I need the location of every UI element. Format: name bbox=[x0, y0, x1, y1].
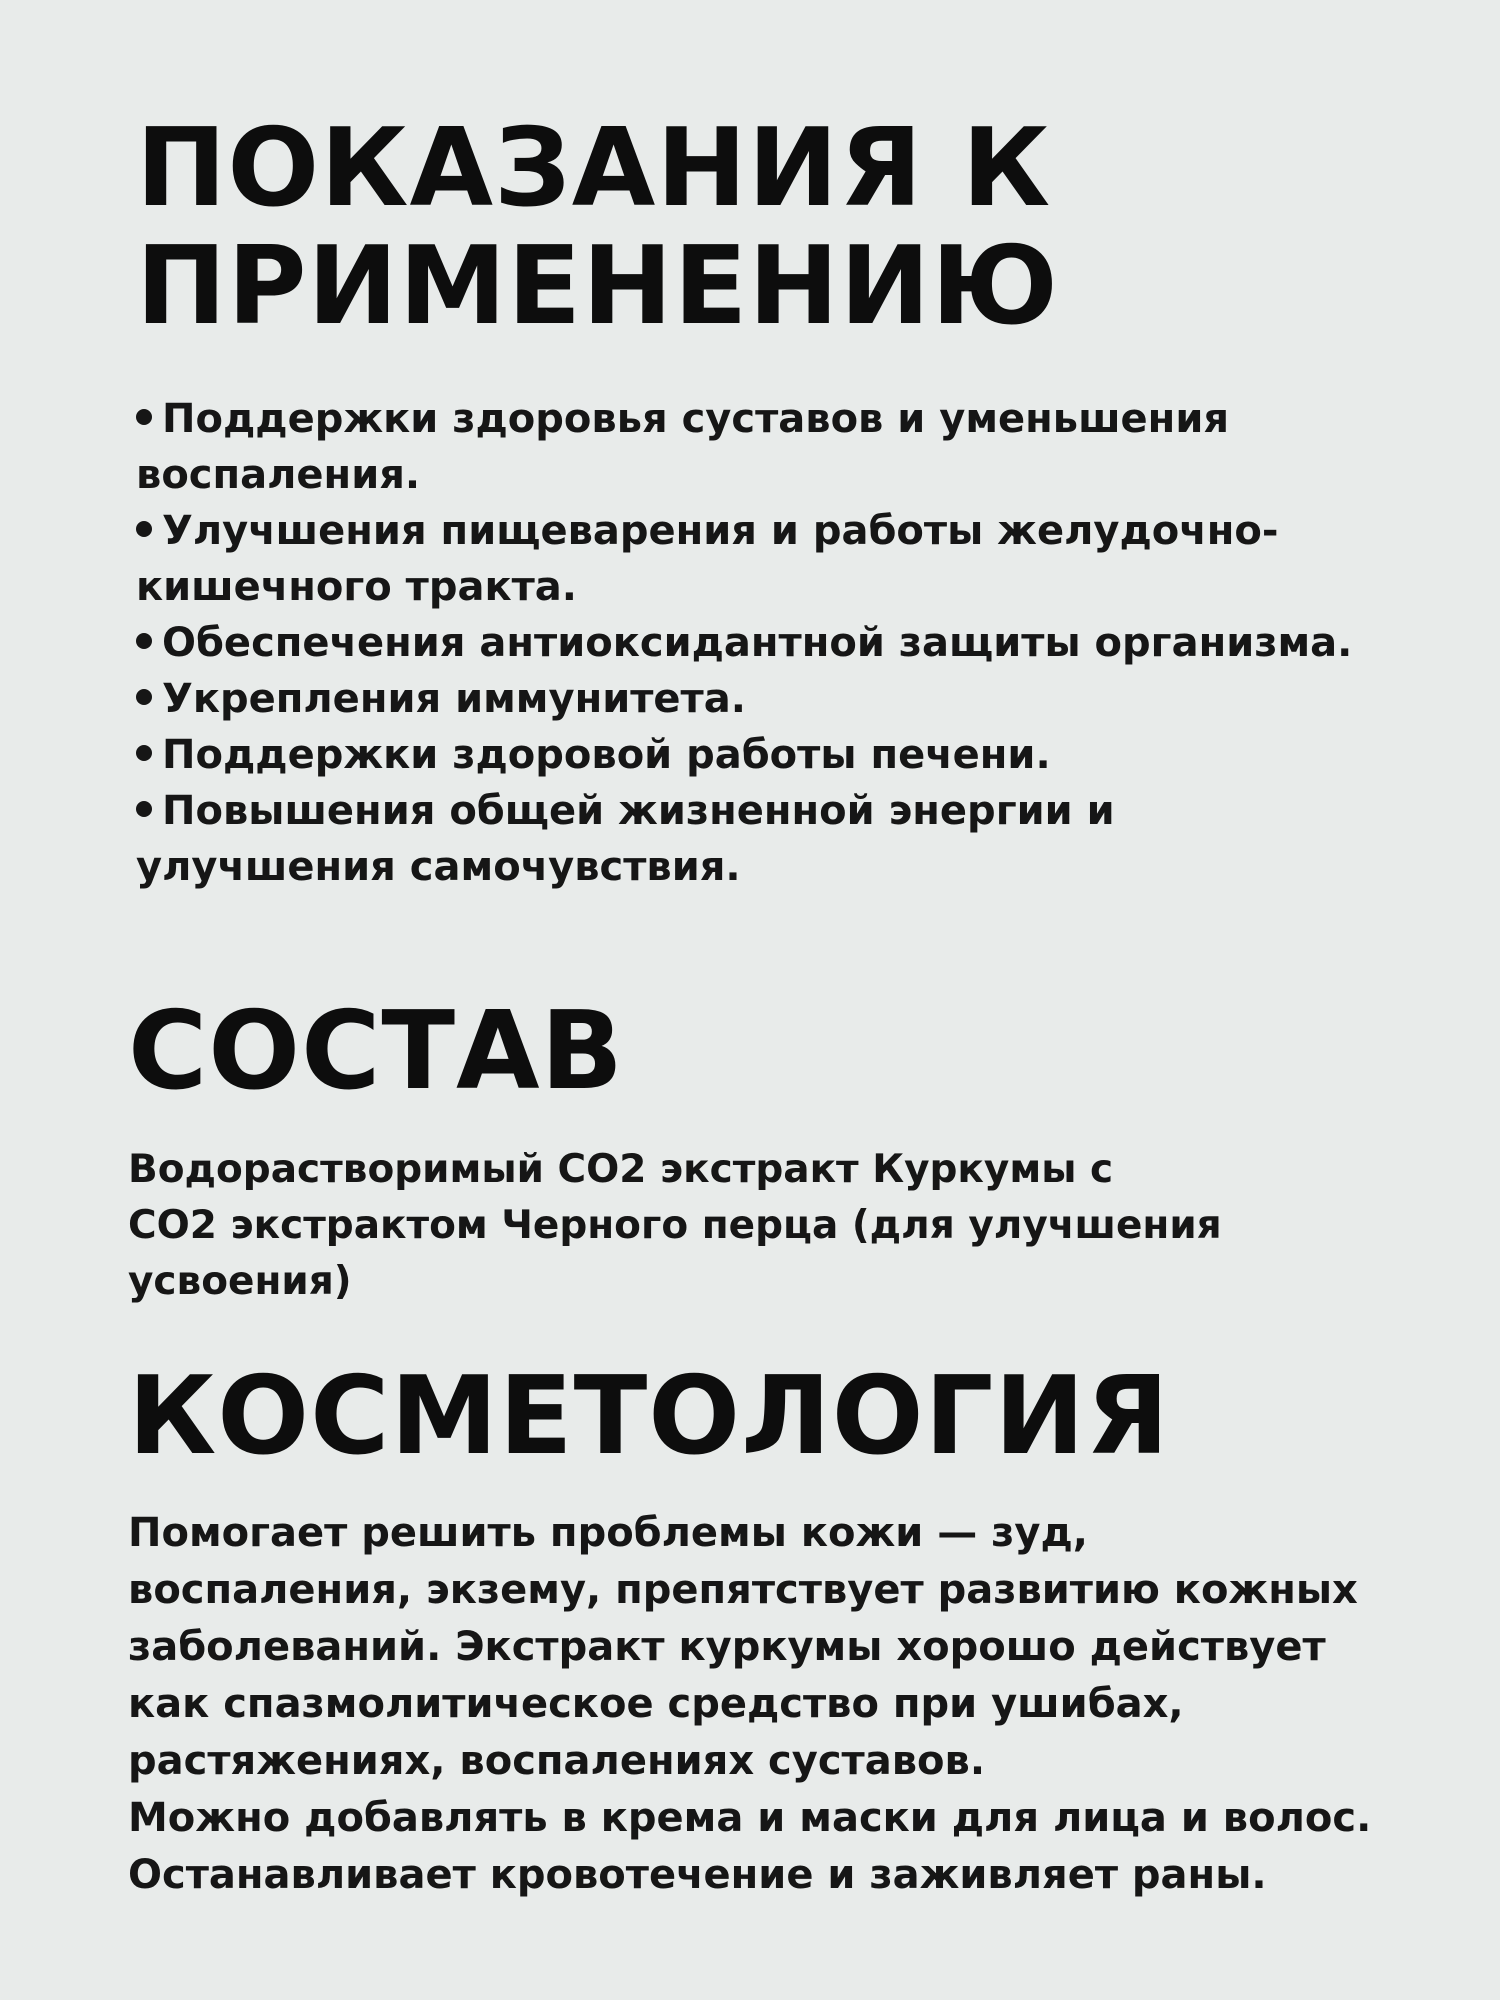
composition-line: Водорастворимый СО2 экстракт Куркумы с bbox=[128, 1147, 1114, 1192]
indications-title-line: ПОКАЗАНИЯ К bbox=[136, 106, 1052, 231]
composition-line: СО2 экстрактом Черного перца (для улучшения bbox=[128, 1203, 1222, 1248]
list-item bbox=[136, 671, 1376, 727]
bullet-icon bbox=[136, 689, 152, 705]
list-item bbox=[136, 391, 1376, 503]
list-item-text: Поддержки здоровья суставов и уменьшения воспаления. bbox=[136, 396, 1230, 498]
cosmetology-line: заболеваний. Экстракт куркумы хорошо действует bbox=[128, 1624, 1326, 1670]
list-item bbox=[136, 783, 1376, 895]
cosmetology-line: Помогает решить проблемы кожи — зуд, bbox=[128, 1510, 1088, 1556]
bullet-icon bbox=[136, 521, 152, 537]
list-item-text: Улучшения пищеварения и работы желудочно-кишечного тракта. bbox=[136, 508, 1279, 610]
bullet-icon bbox=[136, 745, 152, 761]
list-item bbox=[136, 503, 1376, 615]
bullet-icon bbox=[136, 409, 152, 425]
composition-title: СОСТАВ bbox=[128, 989, 624, 1114]
cosmetology-line: воспаления, экзему, препятствует развитию кожных bbox=[128, 1567, 1358, 1613]
cosmetology-line: растяжениях, воспалениях суставов. bbox=[128, 1738, 986, 1784]
cosmetology-text bbox=[128, 1505, 1371, 1904]
list-item-text: Укрепления иммунитета. bbox=[162, 676, 746, 722]
list-item-text: Поддержки здоровой работы печени. bbox=[162, 732, 1051, 778]
indications-title-line: ПРИМЕНЕНИЮ bbox=[136, 224, 1059, 349]
bullet-icon bbox=[136, 801, 152, 817]
list-item bbox=[136, 727, 1376, 783]
composition-text bbox=[128, 1142, 1222, 1310]
cosmetology-line: Можно добавлять в крема и маски для лица и волос. bbox=[128, 1795, 1372, 1841]
indications-list bbox=[136, 391, 1376, 895]
indications-title bbox=[136, 106, 1059, 349]
list-item-text: Повышения общей жизненной энергии и улучшения самочувствия. bbox=[136, 788, 1115, 890]
cosmetology-line: Останавливает кровотечение и заживляет раны. bbox=[128, 1852, 1267, 1898]
list-item bbox=[136, 615, 1376, 671]
composition-line: усвоения) bbox=[128, 1259, 352, 1304]
bullet-icon bbox=[136, 633, 152, 649]
list-item-text: Обеспечения антиоксидантной защиты организма. bbox=[162, 620, 1353, 666]
cosmetology-title: КОСМЕТОЛОГИЯ bbox=[128, 1354, 1170, 1479]
cosmetology-line: как спазмолитическое средство при ушибах, bbox=[128, 1681, 1184, 1727]
